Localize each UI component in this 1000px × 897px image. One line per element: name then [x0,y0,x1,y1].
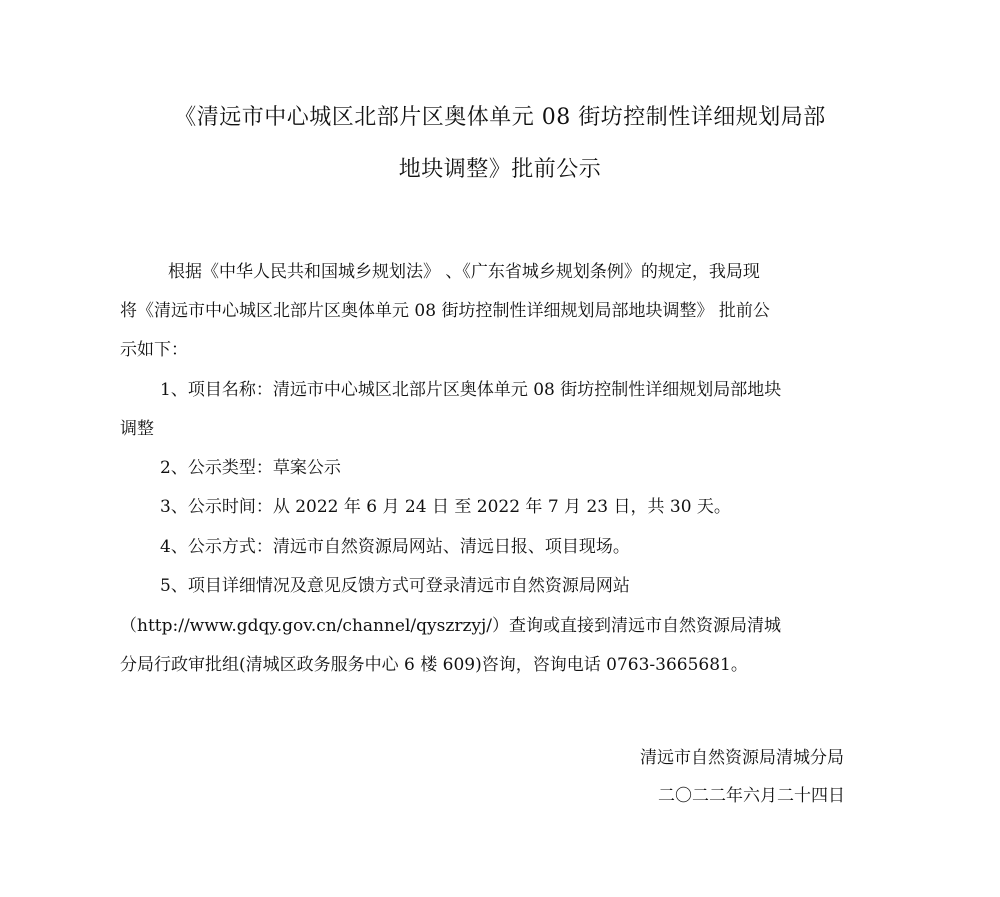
intro-paragraph-line-3: 示如下： [120,340,188,360]
notice-title-line-1: 《清远市中心城区北部片区奥体单元 08 街坊控制性详细规划局部 [174,105,826,130]
item-details-line-3: 分局行政审批组(清城区政务服务中心 6 楼 609)咨询，咨询电话 0763-3665681。 [120,655,748,675]
item-details-line-1: 5、项目详细情况及意见反馈方式可登录清远市自然资源局网站 [160,576,630,596]
item-project-name-line-2: 调整 [120,419,154,439]
item-notice-type: 2、公示类型：草案公示 [160,458,341,478]
item-details-line-2: （http://www.gdqy.gov.cn/channel/qyszrzyj/）查询或直接到清远市自然资源局清城 [120,616,781,636]
item-notice-method: 4、公示方式：清远市自然资源局网站、清远日报、项目现场。 [160,537,630,557]
signature-date: 二〇二二年六月二十四日 [658,786,845,806]
notice-title-line-2: 地块调整》批前公示 [398,157,602,182]
item-notice-period: 3、公示时间：从 2022 年 6 月 24 日 至 2022 年 7 月 23 日，共 30 天。 [160,497,731,517]
signature-organization: 清远市自然资源局清城分局 [640,748,844,768]
intro-paragraph-line-2: 将《清远市中心城区北部片区奥体单元 08 街坊控制性详细规划局部地块调整》 批前公 [120,301,770,321]
item-project-name-line-1: 1、项目名称：清远市中心城区北部片区奥体单元 08 街坊控制性详细规划局部地块 [160,380,782,400]
intro-paragraph-line-1: 根据《中华人民共和国城乡规划法》 、《广东省城乡规划条例》的规定，我局现 [168,262,760,282]
